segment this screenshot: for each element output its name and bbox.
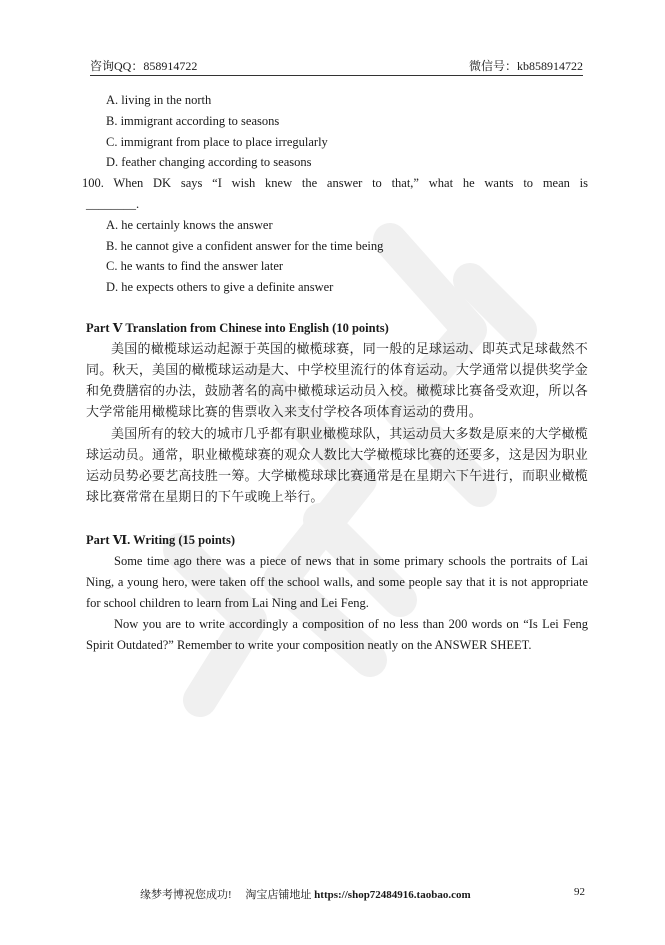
q99-option-c: C. immigrant from place to place irregularly — [106, 134, 328, 149]
q100-option-d: D. he expects others to give a definite answer — [106, 280, 334, 295]
part5-title: Part Ⅴ Translation from Chinese into English (10 points) — [86, 320, 389, 335]
header-qq: 咨询QQ：858914722 — [90, 59, 198, 73]
page-number: 92 — [574, 886, 585, 898]
footer-text — [140, 886, 471, 902]
q100-option-c: C. he wants to find the answer later — [106, 259, 284, 274]
footer-shop-label: 淘宝店铺地址 — [245, 889, 312, 901]
part6-title: Part Ⅵ. Writing (15 points) — [86, 533, 235, 548]
footer-slogan: 缘梦考博祝您成功! — [140, 889, 232, 901]
q100-option-b: B. he cannot give a confident answer for the time being — [106, 238, 384, 253]
part5-paragraph-2: 美国所有的较大的城市几乎都有职业橄榄球队，其运动员大多数是原来的大学橄榄球运动员。通常，职业橄榄球赛的观众人数比大学橄榄球比赛的还要多，这是因为职业运动员势必要艺高技胜一筹。大学橄榄球球比赛通常是在星期六下午进行，而职业橄榄球比赛常常在星期日的下午或晚上举行。 — [86, 426, 588, 506]
part5-paragraph-1: 美国的橄榄球运动起源于英国的橄榄球赛，同一般的足球运动、即英式足球截然不同。秋天，美国的橄榄球运动是大、中学校里流行的体育运动。大学通常以提供奖学金和免费膳宿的办法，鼓励著名的高中橄榄球运动员入校。橄榄球比赛备受欢迎，所以各大学常能用橄榄球比赛的售票收入来支付学校各项体育运动的费用。 — [86, 341, 588, 421]
q100-blank: ________. — [86, 196, 140, 211]
q100-stem: 100. When DK says “I wish knew the answer to that,” what he wants to mean is — [82, 176, 588, 191]
header-wechat: 微信号：kb858914722 — [468, 59, 583, 73]
q99-option-a: A. living in the north — [106, 93, 212, 107]
part6-paragraph-2: Now you are to write accordingly a composition of no less than 200 words on “Is Lei Feng Spirit Outdated?” Remember to write your composition neatly on the ANSWER SHEET. — [86, 617, 588, 653]
page-content — [82, 90, 588, 656]
footer-shop-url[interactable]: https://shop72484916.taobao.com — [314, 889, 471, 901]
part6-paragraph-1: Some time ago there was a piece of news that in some primary schools the portraits of Lai Ning, a young hero, were taken off the school walls, and some people say that it is not appropriate for school children to learn from Lai Ning and Lei Feng. — [86, 554, 588, 611]
q99-option-d: D. feather changing according to seasons — [106, 155, 312, 170]
q99-option-b: B. immigrant according to seasons — [106, 113, 280, 128]
page-header — [90, 55, 583, 76]
q100-option-a: A. he certainly knows the answer — [106, 217, 273, 232]
